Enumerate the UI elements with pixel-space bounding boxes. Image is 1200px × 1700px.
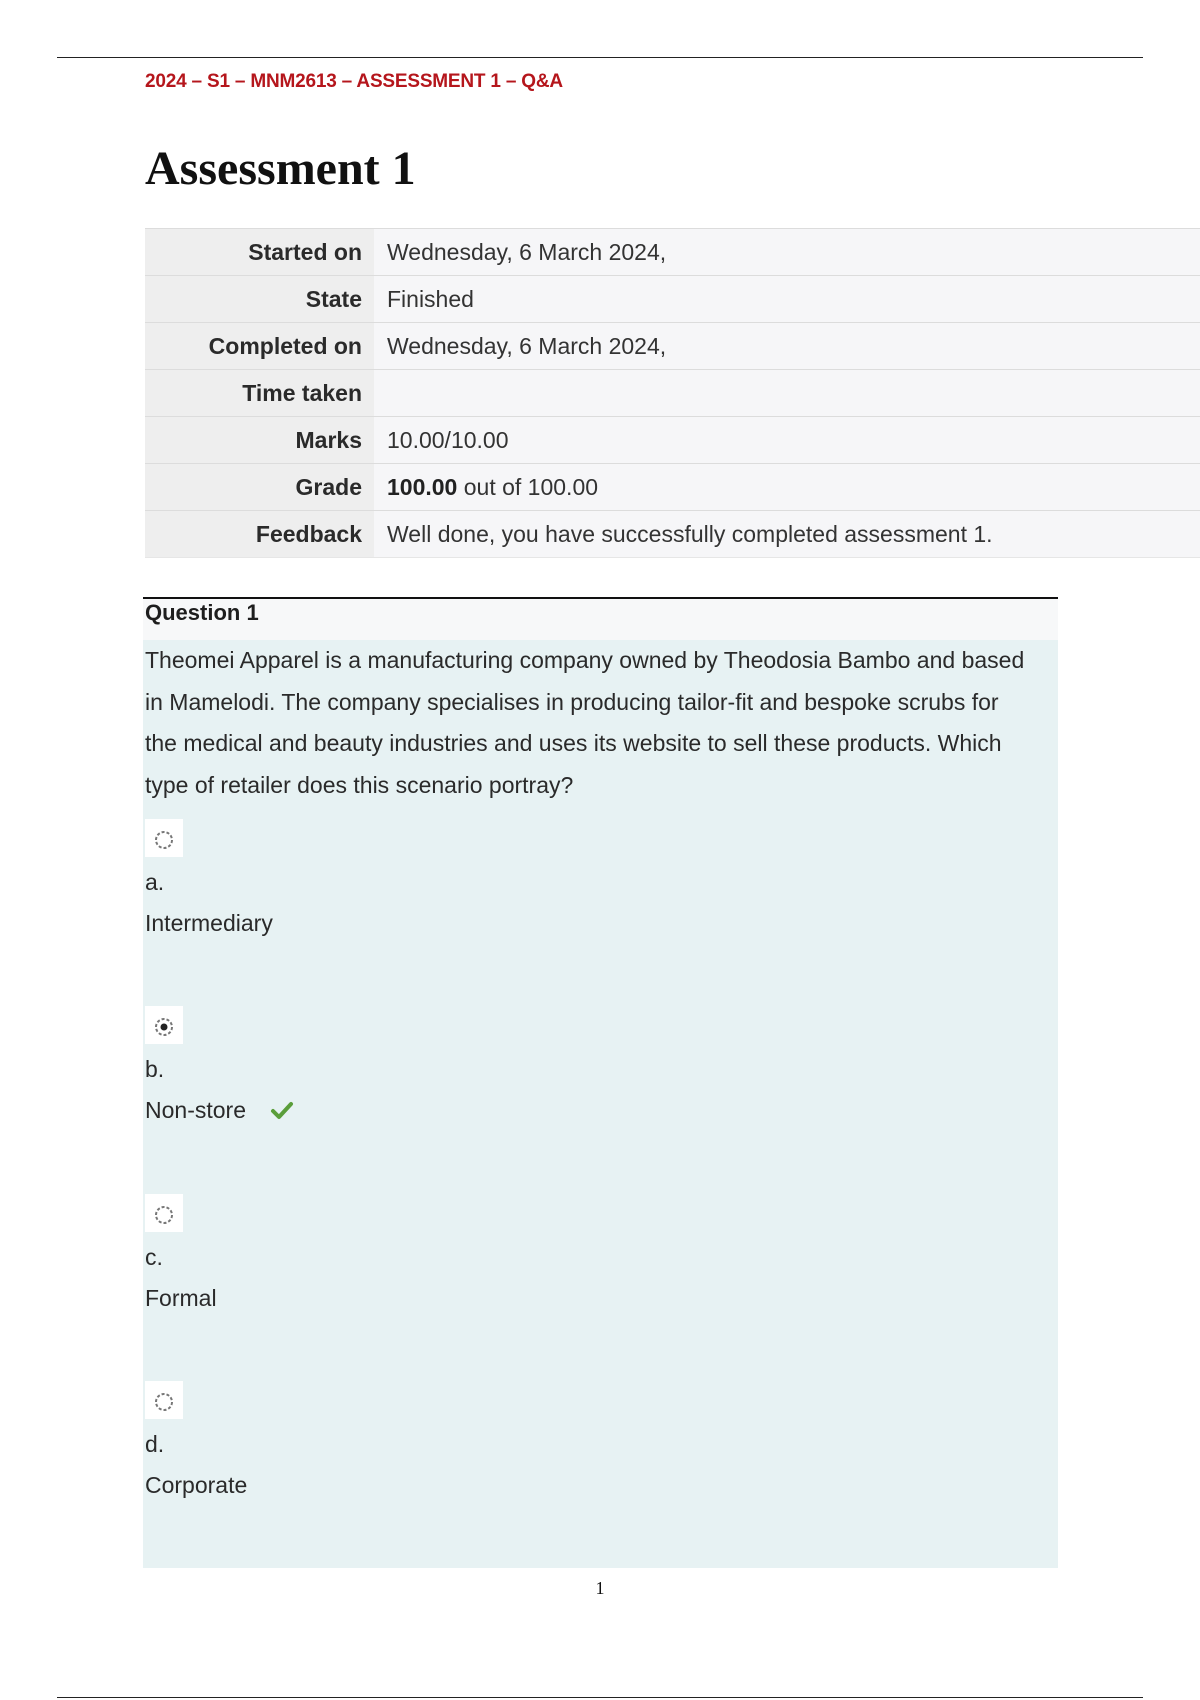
- summary-row-time-taken: [145, 369, 1200, 416]
- summary-row-grade: [145, 463, 1200, 510]
- radio-button[interactable]: [145, 1006, 183, 1044]
- page-title: Assessment 1: [145, 142, 416, 195]
- summary-row-marks: [145, 416, 1200, 463]
- answer-option-c[interactable]: [145, 1194, 545, 1311]
- summary-row-completed: [145, 322, 1200, 369]
- summary-label: Completed on: [145, 323, 374, 369]
- option-letter: c.: [145, 1244, 163, 1270]
- radio-button[interactable]: [145, 819, 183, 857]
- summary-value: 10.00/10.00: [374, 417, 1200, 463]
- bottom-rule: [57, 1697, 1143, 1698]
- option-label: Non-store: [145, 1097, 246, 1123]
- grade-out-of: out of 100.00: [457, 474, 599, 500]
- radio-unselected-icon: [153, 1204, 175, 1226]
- grade-score: 100.00: [387, 474, 458, 500]
- summary-label: Marks: [145, 417, 374, 463]
- radio-button[interactable]: [145, 1194, 183, 1232]
- summary-value: [374, 464, 1200, 510]
- question-title: Question 1: [143, 599, 1058, 640]
- summary-label: State: [145, 276, 374, 322]
- option-text: Formal: [145, 1285, 217, 1311]
- document-header: 2024 – S1 – MNM2613 – ASSESSMENT 1 – Q&A: [145, 71, 563, 92]
- answer-option-b[interactable]: [145, 1006, 545, 1123]
- summary-label: Time taken: [145, 370, 374, 416]
- question-text: Theomei Apparel is a manufacturing company owned by Theodosia Bambo and based in Mamelodi. The company specialises in producing tailor-fit and bespoke scrubs for the medical and beauty industries and uses its website to sell these products. Which type of retailer does this scenario portray?: [145, 647, 1025, 798]
- summary-row-feedback: [145, 510, 1200, 558]
- summary-value: Well done, you have successfully completed assessment 1.: [374, 511, 1200, 557]
- radio-button[interactable]: [145, 1381, 183, 1419]
- option-letter: b.: [145, 1056, 165, 1082]
- top-rule: [57, 57, 1143, 58]
- option-letter: a.: [145, 869, 165, 895]
- question-block: [143, 597, 1058, 1568]
- radio-unselected-icon: [153, 1391, 175, 1413]
- question-body: [143, 640, 1058, 1568]
- summary-value: Wednesday, 6 March 2024,: [374, 323, 1200, 369]
- summary-value: Finished: [374, 276, 1200, 322]
- option-text: Intermediary: [145, 910, 273, 936]
- radio-selected-icon: [153, 1016, 175, 1038]
- attempt-summary-table: [145, 228, 1200, 558]
- summary-row-state: [145, 275, 1200, 322]
- summary-row-started: [145, 228, 1200, 275]
- summary-value: Wednesday, 6 March 2024,: [374, 229, 1200, 275]
- checkmark-icon: [270, 1100, 294, 1120]
- summary-label: Feedback: [145, 511, 374, 557]
- option-text: Corporate: [145, 1472, 248, 1498]
- answer-option-d[interactable]: [145, 1381, 545, 1498]
- summary-label: Started on: [145, 229, 374, 275]
- summary-value: [374, 370, 1200, 416]
- summary-label: Grade: [145, 464, 374, 510]
- option-text: [145, 1097, 294, 1124]
- page-number: 1: [595, 1578, 605, 1598]
- option-letter: d.: [145, 1431, 165, 1457]
- answer-option-a[interactable]: [145, 819, 545, 936]
- radio-unselected-icon: [153, 829, 175, 851]
